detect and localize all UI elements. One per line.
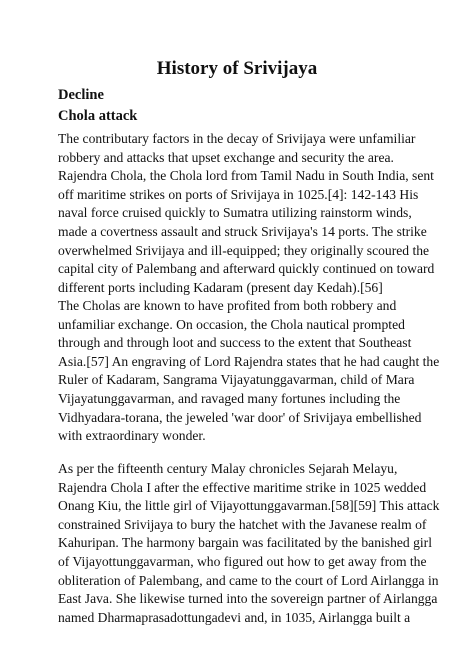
paragraph-line: obliteration of Palembang, and came to the court of Lord Airlangga in xyxy=(58,572,439,588)
paragraph-line: The Cholas are known to have profited from both robbery and xyxy=(58,298,397,313)
paragraph-line: overwhelmed Srivijaya and ill-equipped; they originally scoured the xyxy=(58,242,430,258)
document-title: History of Srivijaya xyxy=(156,58,318,79)
paragraph-line: with extraordinary wonder. xyxy=(58,428,206,444)
paragraph-line: constrained Srivijaya to bury the hatchet with the Javanese realm of xyxy=(58,516,427,532)
paragraph-line: robbery and attacks that upset exchange and security the area. xyxy=(58,149,394,165)
paragraph-line: Onang Kiu, the little girl of Vijayottunggavarman.[58][59] This attack xyxy=(58,498,440,514)
paragraph-line: off maritime strikes on ports of Srivijaya in 1025.[4]: 142-143 His xyxy=(58,186,419,202)
paragraph-2 xyxy=(58,297,438,446)
paragraph-line: The contributary factors in the decay of Srivijaya were unfamiliar xyxy=(58,131,416,146)
paragraph-line: Vijayatunggavarman, and ravaged many fortunes including the xyxy=(58,390,401,406)
paragraph-line: naval force cruised quickly to Sumatra utilizing rainstorm winds, xyxy=(58,205,412,221)
paragraph-line: As per the fifteenth century Malay chronicles Sejarah Melayu, xyxy=(58,461,398,476)
paragraph-line: different ports including Kadaram (present day Kedah).[56] xyxy=(58,279,383,295)
paragraph-line: Kahuripan. The harmony bargain was facilitated by the banished girl xyxy=(58,535,432,551)
paragraph-3 xyxy=(58,460,438,627)
paragraph-line: East Java. She likewise turned into the sovereign partner of Airlangga xyxy=(58,591,438,607)
paragraph-line: of Vijayottunggavarman, who figured out how to get away from the xyxy=(58,553,427,569)
paragraph-line: made a covertness assault and struck Srivijaya's 14 ports. The strike xyxy=(58,223,427,239)
paragraph-line: unfamiliar exchange. On occasion, the Chola nautical prompted xyxy=(58,316,405,332)
paragraph-line: Rajendra Chola, the Chola lord from Tamil Nadu in South India, sent xyxy=(58,168,434,184)
subsection-heading-chola-attack: Chola attack xyxy=(58,108,138,124)
paragraph-line: Vidhyadara-torana, the jeweled 'war door' of Srivijaya embellished xyxy=(58,409,422,425)
paragraph-line: through and through loot and success to the extent that Southeast xyxy=(58,335,412,351)
paragraph-line: Rajendra Chola I after the effective maritime strike in 1025 wedded xyxy=(58,479,427,495)
paragraph-1 xyxy=(58,130,438,297)
paragraph-line: Asia.[57] An engraving of Lord Rajendra states that he had caught the xyxy=(58,353,440,369)
paragraph-line: capital city of Palembang and afterward quickly continued on toward xyxy=(58,261,435,277)
section-heading-decline: Decline xyxy=(58,87,104,103)
paragraph-line: Ruler of Kadaram, Sangrama Vijayatunggavarman, child of Mara xyxy=(58,372,415,388)
paragraph-line: named Dharmaprasadottungadevi and, in 1035, Airlangga built a xyxy=(58,609,411,625)
